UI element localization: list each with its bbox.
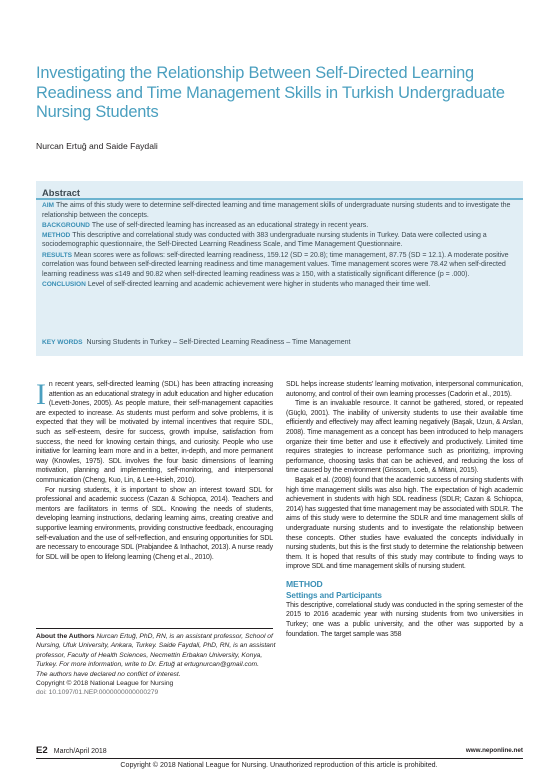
about-the-authors: [36, 632, 276, 698]
body-column-right: [286, 380, 523, 639]
abstract-divider: [36, 198, 523, 200]
intro-paragraph: In recent years, self-directed learning (SDL) has been attracting increasing attention as an educational strategy in adult education and higher education (Levett-Jones, 2005). As people mature, their self-management capacities are expected to increase. As students must perform and solve problems, it is expected that they will be motivated by internal incentives that require SDL, such as self-esteem, desire for success, growth impulse, satisfaction from success, the need for knowing certain things, and curiosity. People who use initiative for learning learn more and in a better, in-depth, and more permanent way (Knowles, 1975). SDL involves the four basic dimensions of learning motivation, planning and implementing, self-monitoring, and interpersonal communication (Cheng, Kuo, Lin, & Lee-Hsieh, 2010).: [36, 378, 273, 484]
page-footer-left: [36, 745, 107, 756]
abstract-method: METHOD This descriptive and correlational study was conducted with 383 undergraduate nursing students in Turkey. Data were collected using a sociodemographic questionnaire, the Self-Directed Learning Readiness Scale, and Time Management Questionnaire.: [42, 231, 487, 249]
abstract-results: RESULTS Mean scores were as follows: self-directed learning readiness, 159.12 (SD = 20.8); time management, 87.75 (SD = 12.1). A moderate positive correlation was found between self-directed learning readiness and time management values. Time management scores were 78.42 when self-directed learning readiness was ≤149 and 90.82 when self-directed learning readiness was ≥ 150, with a statistically significant difference (p = .000).: [42, 251, 509, 278]
body-column-left: [36, 380, 273, 562]
body-paragraph: Time is an invaluable resource. It cannot be gathered, stored, or repeated (Güçlü, 2001). The inability of university students to use their available time efficiently and effectively may affect learning negatively (Başak, Uzun, & Arslan, 2008). Time management as a concept has been introduced to help managers organize their time better and use it effectively and productively. Limited time requires strategies to increase performance such as prioritizing, improving performance, choosing tasks that can be achieved, and reducing the loss of time caused by the environment (Grissom, Loeb, & Mitani, 2015).: [286, 400, 523, 475]
about-copyright: Copyright © 2018 National League for Nursing: [36, 680, 174, 688]
journal-url: www.neponline.net: [465, 747, 523, 754]
article-title: Investigating the Relationship Between Self-Directed Learning Readiness and Time Management Skills in Turkish Undergraduate Nursing Students: [36, 64, 505, 121]
abstract-aim: AIM The aims of this study were to determine self-directed learning and time management skills of undergraduate nursing students and to investigate the relationship between the concepts.: [42, 202, 511, 219]
about-label: About the Authors: [36, 633, 95, 640]
page-number: E2: [36, 745, 48, 756]
abstract-keywords: KEY WORDS Nursing Students in Turkey – Self-Directed Learning Readiness – Time Management: [42, 339, 351, 346]
abstract-conclusion: CONCLUSION Level of self-directed learning and academic achievement were higher in students who managed their time well.: [42, 280, 431, 288]
method-heading: METHOD: [286, 578, 323, 589]
method-paragraph: This descriptive, correlational study was conducted in the spring semester of the 2015 to 2016 academic year with nursing students from two universities in Turkey; one was a public university, and the other was supported by a foundation. The target sample was 358: [286, 601, 523, 638]
footer-divider: [36, 758, 523, 759]
copyright-notice: Copyright © 2018 National League for Nursing. Unauthorized reproduction of this article is prohibited.: [120, 761, 438, 769]
drop-cap: I: [36, 378, 46, 411]
settings-heading: Settings and Participants: [286, 590, 382, 600]
body-paragraph: For nursing students, it is important to show an interest toward SDL for professional and academic success (Cazan & Schiopca, 2014). Teachers and mentors are facilitators in terms of SDL. Knowing the needs of students, developing learning instructions, declaring learning aims, creating creative and supportive learning environments, providing constructive feedback, encouraging self-evaluation and the use of self-reflection, and ensuring opportunities for SDL are necessary to encourage SDL (Prabjandee & Inthachot, 2013). A nurse ready for SDL will be open to lifelong learning (Cheng et al., 2010).: [36, 486, 273, 561]
body-paragraph: SDL helps increase students' learning motivation, interpersonal communication, autonomy, and control of their own learning processes (Cadorin et al., 2015).: [286, 381, 523, 398]
disclosure: The authors have declared no conflict of interest.: [36, 670, 181, 678]
abstract-body: [42, 201, 514, 290]
article-authors: Nurcan Ertuğ and Saide Faydali: [36, 141, 158, 151]
about-divider: [36, 628, 273, 629]
body-paragraph: Başak et al. (2008) found that the academic success of nursing students with high time management skills was also high. The expectation of high academic achievement in students with high SDL readiness (SDLR; Cazan & Schiopca, 2014) has suggested that time management may be associated with SDLR. The aims of this study were to determine the SDLR and time management skills of undergraduate nursing students and to investigate the relationship between these concepts. Other studies have evaluated the concepts individually in nursing students, but this is the first study to determine the relationship between them. It is hoped that results of this study may contribute to finding ways to improve SDL and time management skills of nursing student.: [286, 476, 523, 571]
issue-date: March/April 2018: [53, 748, 107, 755]
abstract-heading: Abstract: [42, 187, 81, 198]
abstract-background: BACKGROUND The use of self-directed learning has increased as an educational strategy in recent years.: [42, 221, 369, 229]
about-text: Nurcan Ertuğ, PhD, RN, is an assistant professor, School of Nursing, Ufuk University, Ankara, Turkey. Saide Faydali, PhD, RN, is an assistant professor, Faculty of Health Sciences, Necmettin Erbakan University, Konya, Turkey. For more information, write to Dr. Ertuğ at ertugnurcan@gmail.com.: [36, 633, 276, 669]
doi: doi: 10.1097/01.NEP.0000000000000279: [36, 689, 159, 697]
